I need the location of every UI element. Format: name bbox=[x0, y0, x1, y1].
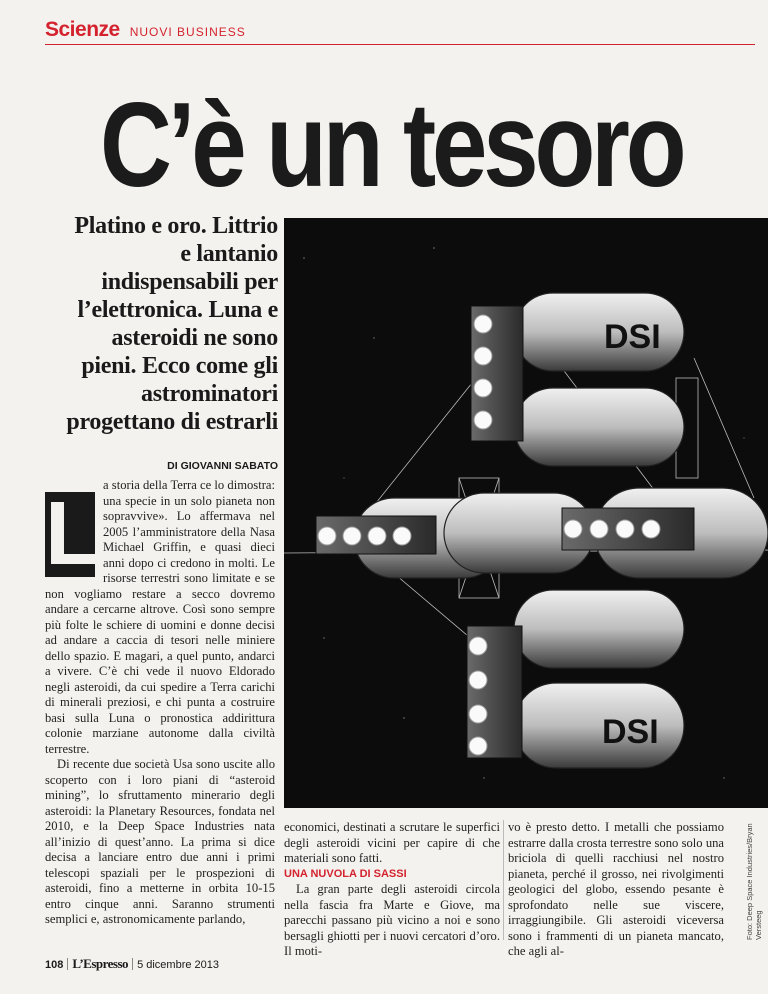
article-column-2 bbox=[284, 820, 500, 960]
page-footer bbox=[45, 956, 219, 972]
article-paragraph-3: economici, destinati a scrutare le superfici degli asteroidi vicini per capire di che materiali sono fatti. bbox=[284, 820, 500, 865]
headline: C’è un tesoro bbox=[100, 78, 683, 212]
byline: DI GIOVANNI SABATO bbox=[167, 460, 278, 472]
subsection-name: NUOVI BUSINESS bbox=[129, 25, 246, 39]
article-column-1 bbox=[45, 478, 275, 928]
article-paragraph-2: Di recente due società Usa sono uscite allo scoperto con i loro piani di “asteroid mining”, lo sfruttamento minerario degli asteroidi: la Planetary Resources, fondata nel 2010, e la Deep Space Industries nata all’inizio di quest’anno. La prima si dice decisa a lanciare entro due anni i primi telescopi spaziali per le prospezioni di asteroidi, fino a metterne in orbita 10-15 entro cinque anni. Saranno strumenti semplici e, astronomicamente parlando, bbox=[45, 757, 275, 926]
magazine-name: L’Espresso bbox=[72, 956, 129, 971]
issue-date: 5 dicembre 2013 bbox=[137, 959, 220, 971]
footer-divider bbox=[67, 958, 68, 970]
footer-divider bbox=[132, 958, 133, 970]
header-rule bbox=[45, 44, 755, 45]
spacecraft-photo bbox=[284, 218, 768, 808]
standfirst: Platino e oro. Littrio e lantanio indispensabili per l’elettronica. Luna e asteroidi ne sono pieni. Ecco come gli astrominatori progettano di estrarli bbox=[66, 213, 278, 435]
drop-cap: L bbox=[45, 484, 100, 584]
photo-credit: Foto: Deep Space Industries/Bryan Versteeg bbox=[745, 823, 763, 940]
article-column-3 bbox=[508, 820, 724, 960]
section-name: Scienze bbox=[45, 18, 120, 41]
article-paragraph-1: a storia della Terra ce lo dimostra: una specie in un solo pianeta non sopravvive». Lo affermava nel 2005 l’amministratore della Nasa Michael Griffin, e quasi dieci anni dopo ci credono in molti. Le risorse terrestri sono limitate e se non vogliamo restare a secco dovremo andare a cercarne altrove. Così sono sempre più folte le schiere di uomini e donne decisi ad andare a caccia di tesori nelle miniere dello spazio. E magari, a quel punto, andarci a vivere. C’è chi vede il nuovo Eldorado negli asteroidi, da cui spedire a Terra carichi di minerali preziosi, e chi punta a costruire basi sulla Luna o pronostica addirittura colonie marziane autonome dalla civiltà terrestre. bbox=[45, 478, 275, 756]
spacecraft-illustration bbox=[284, 218, 768, 808]
article-subhead: UNA NUVOLA DI SASSI bbox=[284, 867, 407, 880]
dsi-logo-bottom: DSI bbox=[602, 713, 659, 751]
article-paragraph-5: vo è presto detto. I metalli che possiamo estrarre dalla crosta terrestre sono solo una briciola di quelli racchiusi nel nostro pianeta, perché il grosso, nei rivolgimenti geologici del globo, essendo pesante è sprofondato nelle sue viscere, irraggiungibile. Gli asteroidi viceversa sono i frammenti di un pianeta mancato, che agli al- bbox=[508, 820, 724, 958]
article-paragraph-4: La gran parte degli asteroidi circola nella fascia fra Marte e Giove, ma parecchi passano più vicino a noi e sono bersagli ghiotti per i nuovi cercatori d’oro. Il moti- bbox=[284, 882, 500, 958]
page-number: 108 bbox=[45, 959, 64, 971]
column-separator bbox=[503, 820, 504, 940]
dsi-logo-top: DSI bbox=[604, 318, 661, 356]
